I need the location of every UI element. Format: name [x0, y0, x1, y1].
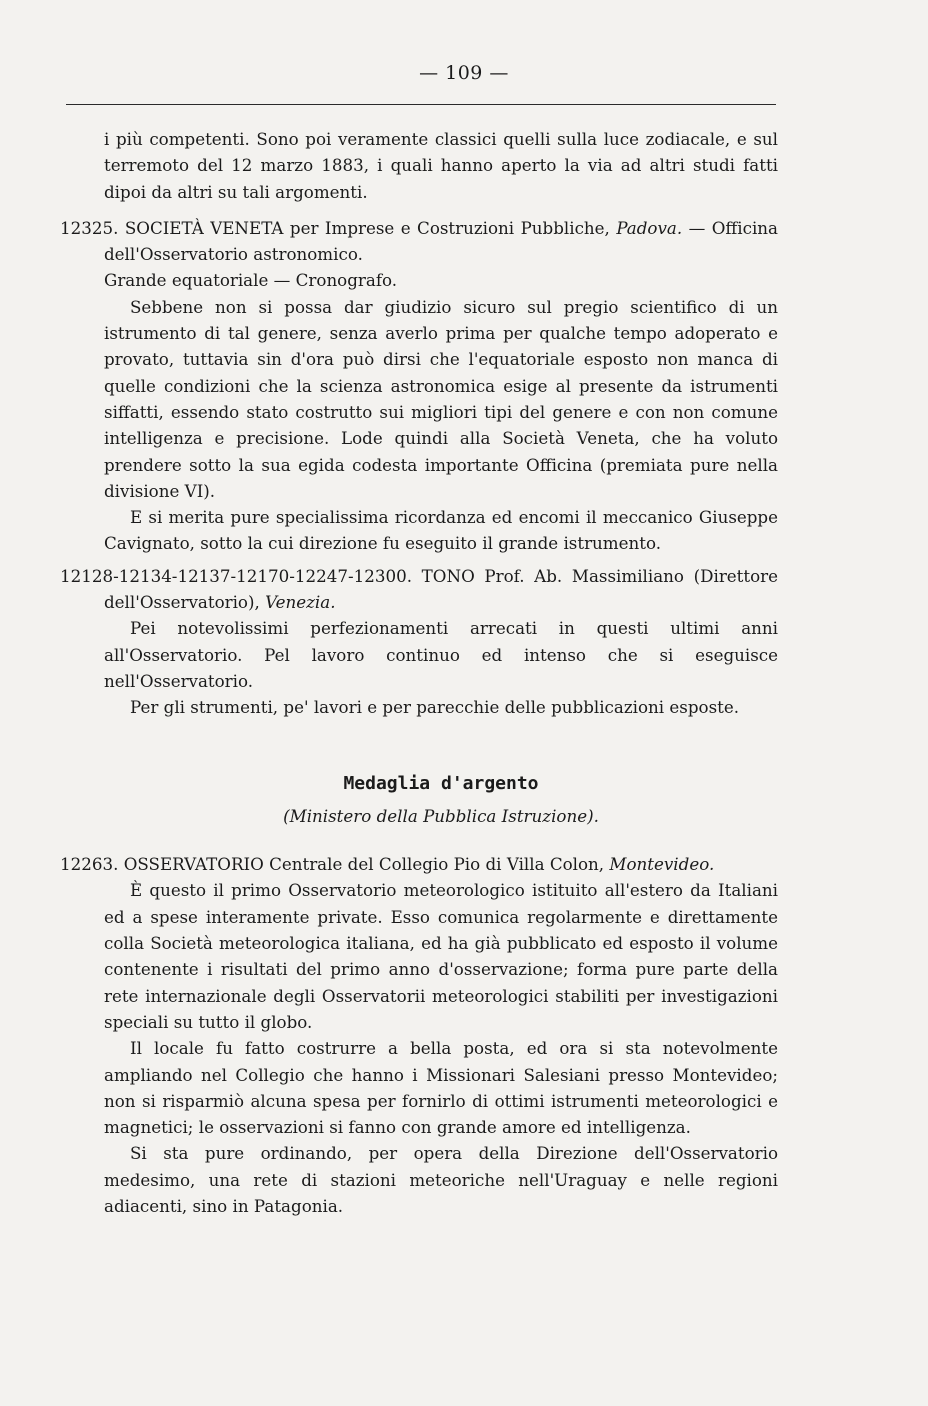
entry-12128-paragraph-1: Pei notevolissimi perfezionamenti arrecati in questi ultimi anni all'Osservatorio. Pel lavoro continuo ed intenso che si eseguisce nell'Osservatorio. — [104, 618, 778, 691]
entry-12128-place: Venezia. — [265, 592, 336, 613]
page-body — [60, 126, 778, 1219]
section-subtitle: (Ministero della Pubblica Istruzione). — [283, 805, 599, 826]
entry-12325-heading — [60, 215, 778, 268]
entry-12128-paragraph-2: Per gli strumenti, pe' lavori e per parecchie delle pubblicazioni esposte. — [130, 697, 740, 718]
intro-paragraph: i più competenti. Sono poi veramente classici quelli sulla luce zodiacale, e sul terremoto del 12 marzo 1883, i quali hanno aperto la via ad altri studi fatti dipoi da altri su tali argomenti. — [104, 129, 778, 202]
entry-12325-items: Grande equatoriale — Cronografo. — [104, 270, 398, 291]
entry-12325-dash: — — [682, 217, 712, 238]
entry-12325-head-text: 12325. SOCIETÀ VENETA per Imprese e Costruzioni Pubbliche, — [60, 217, 610, 238]
entry-12325-place: Padova. — [616, 217, 683, 238]
entry-12263-heading — [60, 851, 778, 877]
entry-12325-paragraph-2: E si merita pure specialissima ricordanza ed encomi il meccanico Giuseppe Cavignato, sotto la cui direzione fu eseguito il grande istrumento. — [104, 507, 778, 554]
header-rule — [66, 104, 776, 105]
entry-12263-paragraph-2: Il locale fu fatto costrurre a bella posta, ed ora si sta notevolmente ampliando nel Collegio che hanno i Missionari Salesiani presso Montevideo; non si risparmiò alcuna spesa per fornirlo di ottimi istrumenti meteorologici e magnetici; le osservazioni si fanno con grande amore ed intelligenza. — [104, 1038, 778, 1138]
entry-12263-place: Montevideo. — [609, 854, 715, 875]
entry-12263-head-text: 12263. OSSERVATORIO Centrale del Collegio Pio di Villa Colon, — [60, 854, 605, 875]
entry-12263-paragraph-3: Si sta pure ordinando, per opera della Direzione dell'Osservatorio medesimo, una rete di stazioni meteoriche nell'Uraguay e nelle regioni adiacenti, sino in Patagonia. — [104, 1143, 778, 1216]
entry-12128-head-text: 12128-12134-12137-12170-12247-12300. TONO Prof. Ab. Massimiliano (Direttore dell'Osservatorio), — [60, 565, 778, 613]
entry-12263-paragraph-1: È questo il primo Osservatorio meteorologico istituito all'estero da Italiani ed a spese interamente private. Esso comunica regolarmente e direttamente colla Società meteorologica italiana, ed ha già pubblicato ed esposto il volume contenente i risultati del primo anno d'osservazione; forma pure parte della rete internazionale degli Osservatorii meteorologici stabiliti per investigazioni speciali su tutto il globo. — [104, 880, 778, 1032]
section-title: Medaglia d'argento — [343, 772, 539, 794]
entry-12325-paragraph-1: Sebbene non si possa dar giudizio sicuro sul pregio scientifico di un istrumento di tal genere, senza averlo prima per qualche tempo adoperato e provato, tuttavia sin d'ora può dirsi che l'equatoriale esposto non manca di quelle condizioni che la scienza astronomica esige al presente da istrumenti siffatti, essendo stato costrutto sui migliori tipi del genere e con non comune intelligenza e precisione. Lode quindi alla Società Veneta, che ha voluto prendere sotto la sua egida codesta importante Officina (premiata pure nella divisione VI). — [104, 296, 778, 501]
entry-12325-subtitle: Officina dell'Osservatorio astronomico. — [104, 217, 779, 265]
page-number: — 109 — — [419, 62, 509, 84]
entry-12128-heading — [60, 563, 778, 616]
